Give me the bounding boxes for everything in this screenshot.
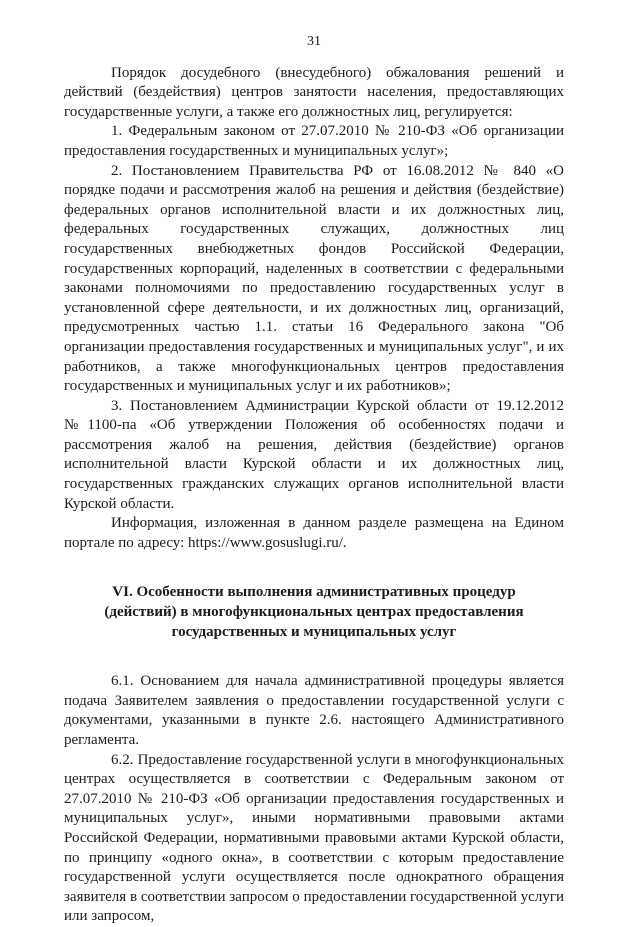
section-heading-line: VI. Особенности выполнения административных процедур (112, 584, 516, 601)
paragraph-appeal-procedure: Порядок досудебного (внесудебного) обжалования решений и действий (бездействия) центров занятости населения, предоставляющих государственные услуги, а также его должностных лиц, регулируется: (64, 64, 564, 120)
paragraph-item-1: 1. Федеральным законом от 27.07.2010 № 210-ФЗ «Об организации предоставления государственных и муниципальных услуг»; (64, 123, 564, 159)
paragraph-item-2: 2. Постановлением Правительства РФ от 16.08.2012 № 840 «О порядке подачи и рассмотрения жалоб на решения и действия (бездействие) федеральных органов исполнительной власти и их должностных лиц, федеральных государственных служащих, должностных лиц государственных внебюджетных фондов Российской Федерации, государственных корпораций, наделенных в соответствии с федеральными законами полномочиями по предоставлению государственных услуг в установленной сфере деятельности, и их должностных лиц, организаций, предусмотренных частью 1.1. статьи 16 Федерального закона "Об организации предоставления государственных и муниципальных услуг", и их работников, а также многофункциональных центров предоставления государственных и муниципальных услуг и их работников»; (64, 162, 564, 395)
section-heading-line: государственных и муниципальных услуг (171, 623, 457, 640)
paragraph-item-3: 3. Постановлением Администрации Курской области от 19.12.2012 №1100-па «Об утверждении Положения об особенностях подачи и рассмотрения жалоб на решения, действия (бездействие) органов исполнительной власти Курской области и их должностных лиц, государственных гражданских служащих органов исполнительной власти Курской области. (64, 397, 564, 512)
paragraph-portal-info: Информация, изложенная в данном разделе размещена на Едином портале по адресу: https://www.gosuslugi.ru/. (64, 515, 564, 551)
page-number: 31 (307, 34, 321, 49)
section-heading (64, 583, 564, 642)
paragraph-6-1: 6.1. Основанием для начала административной процедуры является подача Заявителем заявления о предоставлении государственной услуги с документами, указанными в пункте 2.6. настоящего Административного регламента. (64, 673, 564, 748)
section-heading-line: (действий) в многофункциональных центрах предоставления (104, 604, 524, 621)
paragraph-6-2: 6.2. Предоставление государственной услуги в многофункциональных центрах осуществляется в соответствии с Федеральным законом от 27.07.2010 № 210-ФЗ «Об организации предоставления государственных и муниципальных услуг», иными нормативными правовыми актами Российской Федерации, нормативными правовыми актами Курской области, по принципу «одного окна», в соответствии с которым предоставление государственной услуги осуществляется после однократного обращения заявителя в соответствии запросом о предоставлении государственной услуги или запросом, (64, 751, 564, 925)
